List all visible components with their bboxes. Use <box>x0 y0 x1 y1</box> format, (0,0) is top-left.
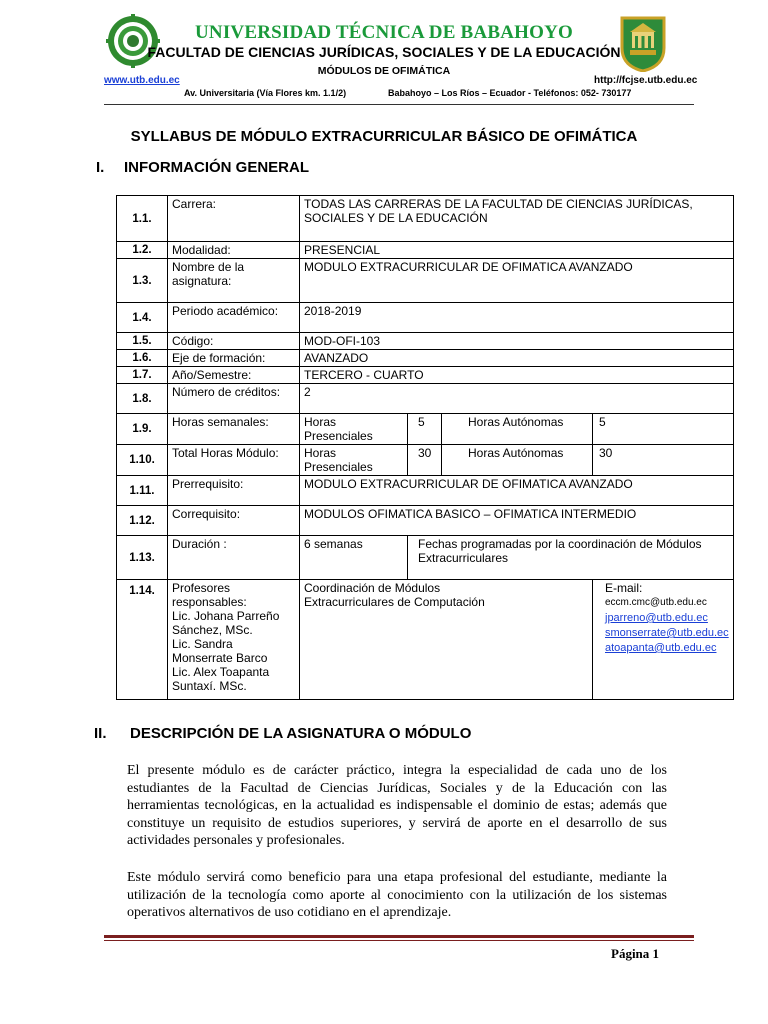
table-row <box>117 350 734 367</box>
coordination-cell: Coordinación de Módulos Extracurriculares de Computación <box>300 580 593 700</box>
row-number: 1.1. <box>117 196 168 242</box>
row-number: 1.9. <box>117 414 168 445</box>
faculty-name: FACULTAD DE CIENCIAS JURÍDICAS, SOCIALES Y DE LA EDUCACIÓN <box>147 44 621 60</box>
header-divider <box>104 104 694 105</box>
table-row <box>117 580 734 700</box>
table-row <box>117 333 734 350</box>
row-value: 5 <box>593 414 734 445</box>
row-number: 1.12. <box>117 506 168 536</box>
row-key: Código: <box>168 333 300 350</box>
table-row <box>117 367 734 384</box>
row-value: 5 <box>408 414 442 445</box>
row-number: 1.10. <box>117 445 168 476</box>
section-1-heading: INFORMACIÓN GENERAL <box>124 159 309 176</box>
table-row <box>117 196 734 242</box>
footer-divider-thin <box>104 940 694 941</box>
row-key: Eje de formación: <box>168 350 300 367</box>
row-value: MODULO EXTRACURRICULAR DE OFIMATICA AVANZADO <box>300 259 734 303</box>
row-key <box>168 580 300 700</box>
university-name: UNIVERSIDAD TÉCNICA DE BABAHOYO <box>195 22 573 43</box>
row-number: 1.13. <box>117 536 168 580</box>
website-link-right[interactable]: http://fcjse.utb.edu.ec <box>594 75 698 86</box>
row-value: Horas Autónomas <box>442 445 593 476</box>
email-link[interactable]: jparreno@utb.edu.ec <box>605 612 708 624</box>
section-1-number: I. <box>96 159 105 176</box>
email-address: eccm.cmc@utb.edu.ec <box>605 597 707 608</box>
row-key: Horas semanales: <box>168 414 300 445</box>
row-number: 1.14. <box>117 580 168 700</box>
row-number: 1.7. <box>117 367 168 384</box>
address: Av. Universitaria (Vía Flores km. 1.1/2) <box>184 88 347 98</box>
row-number: 1.3. <box>117 259 168 303</box>
address-phones: Babahoyo – Los Ríos – Ecuador - Teléfonos: 052- 730177 <box>388 88 632 98</box>
page-number: Página 1 <box>611 946 660 961</box>
row-value: 2018-2019 <box>300 303 734 333</box>
professor-name: Lic. Johana Parreño Sánchez, MSc. <box>172 609 280 637</box>
email-link[interactable]: atoapanta@utb.edu.ec <box>605 642 717 654</box>
table-row <box>117 445 734 476</box>
table-row <box>117 506 734 536</box>
row-value: Fechas programadas por la coordinación de Módulos Extracurriculares <box>408 536 734 580</box>
row-value: Horas Presenciales <box>300 445 408 476</box>
section-2-number: II. <box>94 725 107 742</box>
row-number: 1.11. <box>117 476 168 506</box>
general-info-table <box>116 195 734 700</box>
website-link-left[interactable]: www.utb.edu.ec <box>104 75 180 86</box>
row-value: AVANZADO <box>300 350 734 367</box>
table-row <box>117 384 734 414</box>
row-value: MODULO EXTRACURRICULAR DE OFIMATICA AVANZADO <box>300 476 734 506</box>
professors-label: Profesores responsables: <box>172 581 247 609</box>
row-number: 1.6. <box>117 350 168 367</box>
description-paragraph: El presente módulo es de carácter práctico, integra la especialidad de cada uno de los estudiantes de la Facultad de Ciencias Jurídicas, Sociales y de la Educación con las herramientas tecnológicas, en la actualidad es indispensable el dominio de estas; además que constituye un requisito de estudios superiores, y servirá de aporte en el desarrollo de sus actividades personales y profesionales. <box>127 763 667 848</box>
table-row <box>117 242 734 259</box>
row-value: 2 <box>300 384 734 414</box>
row-key: Prerrequisito: <box>168 476 300 506</box>
row-key: Correquisito: <box>168 506 300 536</box>
row-value: 30 <box>593 445 734 476</box>
row-key: Año/Semestre: <box>168 367 300 384</box>
row-key: Carrera: <box>168 196 300 242</box>
modules-subtitle: MÓDULOS DE OFIMÁTICA <box>317 65 451 77</box>
table-row <box>117 476 734 506</box>
row-key: Total Horas Módulo: <box>168 445 300 476</box>
row-value: 30 <box>408 445 442 476</box>
row-number: 1.8. <box>117 384 168 414</box>
professor-name: Lic. Alex Toapanta Suntaxí. MSc. <box>172 665 270 693</box>
email-link[interactable]: smonserrate@utb.edu.ec <box>605 627 729 639</box>
row-number: 1.4. <box>117 303 168 333</box>
row-value: TODAS LAS CARRERAS DE LA FACULTAD DE CIENCIAS JURÍDICAS, SOCIALES Y DE LA EDUCACIÓN <box>300 196 734 242</box>
email-cell <box>593 580 734 700</box>
description-paragraph: Este módulo servirá como beneficio para una etapa profesional del estudiante, mediante la utilización de la tecnología como aporte al conocimiento con la utilización de los sistemas operativos alternativos de uso cotidiano en el aprendizaje. <box>127 870 667 920</box>
row-number: 1.5. <box>117 333 168 350</box>
document-title: SYLLABUS DE MÓDULO EXTRACURRICULAR BÁSICO DE OFIMÁTICA <box>130 128 638 145</box>
section-2-heading: DESCRIPCIÓN DE LA ASIGNATURA O MÓDULO <box>130 725 472 742</box>
row-value: MOD-OFI-103 <box>300 333 734 350</box>
footer-divider <box>104 935 694 938</box>
row-key: Periodo académico: <box>168 303 300 333</box>
row-value: 6 semanas <box>300 536 408 580</box>
row-key: Número de créditos: <box>168 384 300 414</box>
row-key: Duración : <box>168 536 300 580</box>
row-value: MODULOS OFIMATICA BASICO – OFIMATICA INTERMEDIO <box>300 506 734 536</box>
table-row <box>117 536 734 580</box>
email-label: E-mail: <box>605 581 643 595</box>
table-row <box>117 303 734 333</box>
row-number: 1.2. <box>117 242 168 259</box>
row-key: Nombre de la asignatura: <box>168 259 300 303</box>
row-value: TERCERO - CUARTO <box>300 367 734 384</box>
row-key: Modalidad: <box>168 242 300 259</box>
row-value: PRESENCIAL <box>300 242 734 259</box>
row-value: Horas Presenciales <box>300 414 408 445</box>
professor-name: Lic. Sandra Monserrate Barco <box>172 637 268 665</box>
row-value: Horas Autónomas <box>442 414 593 445</box>
table-row <box>117 259 734 303</box>
table-row <box>117 414 734 445</box>
